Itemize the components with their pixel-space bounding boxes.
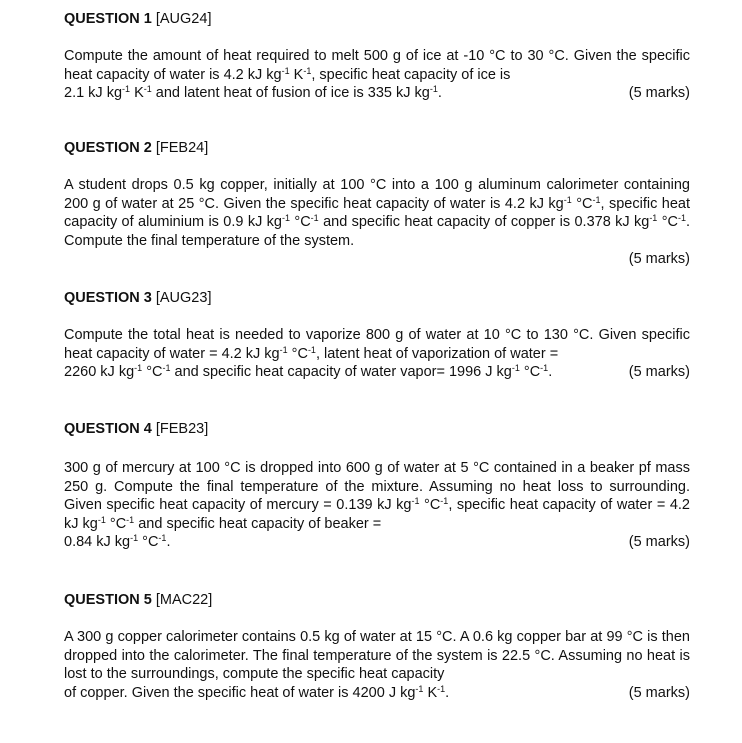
question-2-number: QUESTION 2 (64, 140, 152, 156)
question-5-text: A 300 g copper calorimeter contains 0.5 kg of water at 15 °C. A 0.6 kg copper bar at 99 °C is then dropped into the calorimeter. The final temperature of the system is 22.5 °C. Assuming no heat is lost to the surroundings, compute the specific heat capacity of copper. Given the specific heat of water is 4200 J $kg^{-1}$ $K^{-1}$. (5 marks) (64, 629, 690, 701)
question-4-marks: (5 marks) (628, 534, 690, 550)
question-3 (64, 289, 690, 382)
question-1-text: Compute the amount of heat required to melt 500 g of ice at -10 °C to 30 °C. Given the specific heat capacity of water is 4.2 kJ $kg^{-1}$ $K^{-1}$, specific heat capacity of ice is 2.1 kJ $kg^{-1}$ $K^{-1}$ and latent heat of fusion of ice is 335 kJ $kg^{-1}$. (5 marks) (64, 48, 690, 101)
question-2-marks: (5 marks) (628, 251, 690, 267)
question-1-session: [AUG24] (155, 11, 212, 27)
question-2-heading (64, 139, 690, 157)
question-4 (64, 420, 690, 552)
question-5-marks: (5 marks) (628, 684, 690, 701)
question-1-marks: (5 marks) (628, 85, 690, 101)
question-2 (64, 139, 690, 269)
question-3-heading (64, 289, 690, 307)
question-1-number: QUESTION 1 (64, 11, 152, 27)
question-5-heading (64, 591, 690, 609)
question-1 (64, 10, 690, 103)
question-4-number: QUESTION 4 (64, 421, 152, 437)
question-5-session: [MAC22] (155, 592, 213, 608)
question-1-heading (64, 10, 690, 28)
question-2-text: A student drops 0.5 kg copper, initially at 100 °C into a 100 g aluminum calorimeter containing 200 g of water at 25 °C. Given the specific heat capacity of water is 4.2 kJ $kg^{-1}$ $^\circ C^{-1}$, specific heat capacity of aluminium is 0.9 kJ $kg^{-1}$ $^\circ C^{-1}$ and specific heat capacity of copper is 0.378 kJ $kg^{-1}$ $^\circ C^{-1}$. Compute the final temperature of the system. (5 marks) (64, 177, 691, 267)
question-3-session: [AUG23] (155, 290, 212, 306)
question-3-number: QUESTION 3 (64, 290, 152, 306)
question-5 (64, 591, 690, 702)
question-3-marks: (5 marks) (628, 364, 690, 380)
question-4-text: 300 g of mercury at 100 °C is dropped into 600 g of water at 5 °C contained in a beaker pf mass 250 g. Compute the final temperature of the mixture. Assuming no heat loss to surrounding. Given specific heat capacity of mercury = 0.139 kJ $kg^{-1}$ $^\circ C^{-1}$, specific heat capacity of water = 4.2 kJ $kg^{-1}$ $^\circ C^{-1}$ and specific heat capacity of beaker = 0.84 kJ $kg^{-1}$ $^\circ C^{-1}$. (5 marks) (64, 460, 690, 550)
question-3-text: Compute the total heat is needed to vaporize 800 g of water at 10 °C to 130 °C. Given specific heat capacity of water = 4.2 kJ $kg^{-1}$ $^\circ C^{-1}$, latent heat of vaporization of water = 2260 kJ $kg^{-1}$ $^\circ C^{-1}$ and specific heat capacity of water vapor= 1996 J $kg^{-1}$ $^\circ C^{-1}$. (5 marks) (64, 327, 690, 380)
question-4-heading (64, 420, 690, 438)
question-4-session: [FEB23] (155, 421, 209, 437)
question-5-number: QUESTION 5 (64, 592, 152, 608)
question-2-session: [FEB24] (155, 140, 209, 156)
